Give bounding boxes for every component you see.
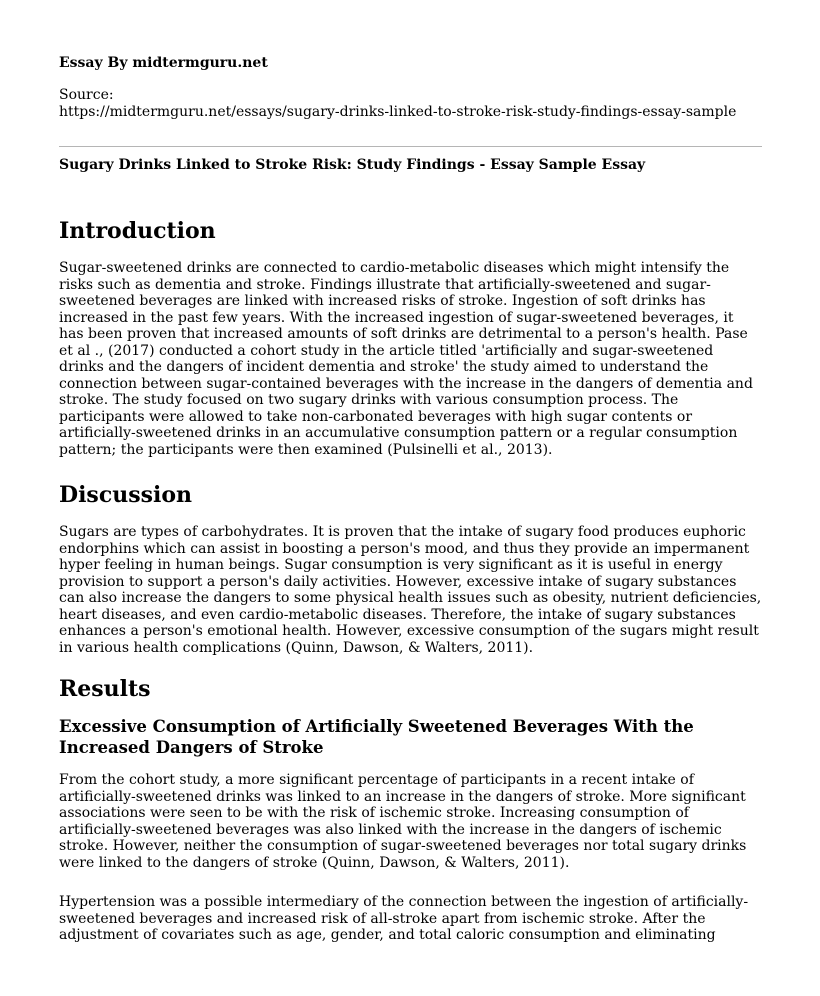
- header-divider: [59, 146, 762, 147]
- introduction-paragraph: Sugar-sweetened drinks are connected to cardio-metabolic diseases which might intensify the risks such as dementia and stroke. Findings illustrate that artificially-sweetened and sugar-sweetened beverages are linked with increased risks of stroke. Ingestion of soft drinks has increased in the past few years. With the increased ingestion of sugar-sweetened beverages, it has been proven that increased amounts of soft drinks are detrimental to a person's health. Pase et al ., (2017) conducted a cohort study in the article titled 'artificially and sugar-sweetened drinks and the dangers of incident dementia and stroke' the study aimed to understand the connection between sugar-contained beverages with the increase in the dangers of dementia and stroke. The study focused on two sugary drinks with various consumption process. The participants were allowed to take non-carbonated beverages with high sugar contents or artificially-sweetened drinks in an accumulative consumption pattern or a regular consumption pattern; the participants were then examined (Pulsinelli et al., 2013).: [59, 260, 753, 458]
- results-paragraph-2: Hypertension was a possible intermediary of the connection between the ingestion of artificially-sweetened beverages and increased risk of all-stroke apart from ischemic stroke. After the adjustment of covariates such as age, gender, and total caloric consumption and eliminating: [59, 894, 749, 943]
- essay-byline: Essay By midtermguru.net: [59, 55, 268, 71]
- results-paragraph-1: From the cohort study, a more significant percentage of participants in a recent intake of artificially-sweetened drinks was linked to an increase in the dangers of stroke. More significant associations were seen to be with the risk of ischemic stroke. Increasing consumption of artificially-sweetened beverages was also linked with the increase in the dangers of ischemic stroke. However, neither the consumption of sugar-sweetened beverages nor total sugary drinks were linked to the dangers of stroke (Quinn, Dawson, & Walters, 2011).: [59, 772, 747, 871]
- results-subheading: Excessive Consumption of Artificially Sweetened Beverages With the Increased Dangers of Stroke: [59, 717, 694, 757]
- discussion-heading: Discussion: [59, 482, 193, 508]
- introduction-heading: Introduction: [59, 218, 216, 244]
- source-label: Source:: [59, 87, 114, 103]
- discussion-paragraph: Sugars are types of carbohydrates. It is proven that the intake of sugary food produces euphoric endorphins which can assist in boosting a person's mood, and thus they provide an impermanent hyper feeling in human beings. Sugar consumption is very significant as it is useful in energy provision to support a person's daily activities. However, excessive intake of sugary substances can also increase the dangers to some physical health issues such as obesity, nutrient deficiencies, heart diseases, and even cardio-metabolic diseases. Therefore, the intake of sugary substances enhances a person's emotional health. However, excessive consumption of the sugars might result in various health complications (Quinn, Dawson, & Walters, 2011).: [59, 524, 762, 656]
- results-heading: Results: [59, 676, 151, 702]
- essay-title: Sugary Drinks Linked to Stroke Risk: Study Findings - Essay Sample Essay: [59, 157, 646, 173]
- source-url: https://midtermguru.net/essays/sugary-drinks-linked-to-stroke-risk-study-findings-essay-sample: [59, 104, 737, 120]
